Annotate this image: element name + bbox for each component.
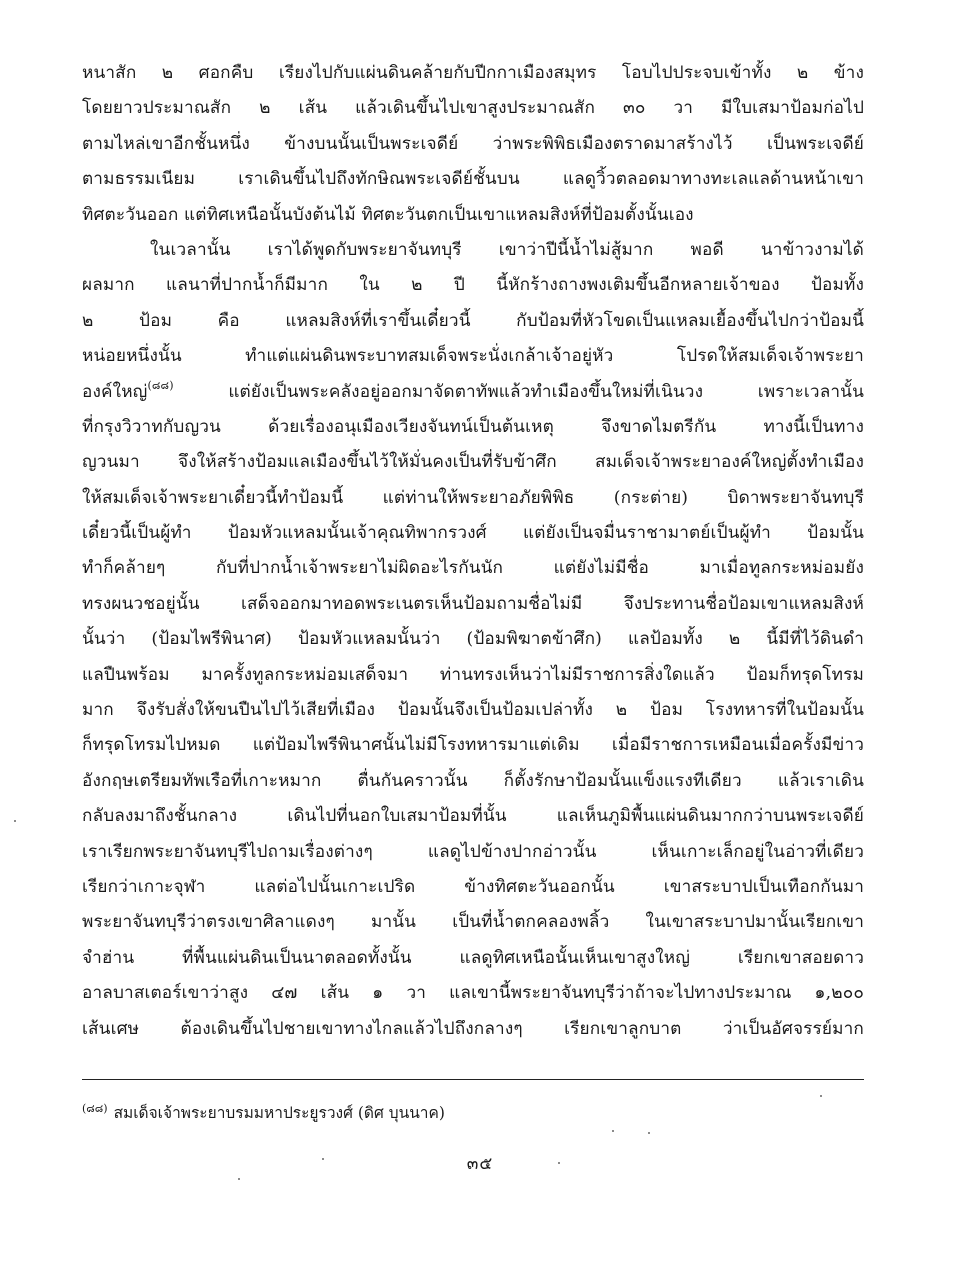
text-line: อาลบาสเตอร์เขาว่าสูง ๔๗ เส้น ๑ วา แลเขานี้พระยาจันทบุรีว่าถ้าจะไปทางประมาณ ๑,๒๐๐ [82, 983, 864, 1004]
text-line: เราเรียกพระยาจันทบุรีไปถามเรื่องต่างๆ แลดูไปข้างปากอ่าวนั้น เห็นเกาะเล็กอยู่ในอ่าวที่เดียว [82, 841, 864, 862]
text-fragment: องค์ใหญ่ [82, 381, 148, 402]
text-line: ทำก็คล้ายๆ กับที่ปากน้ำเจ้าพระยาไม่ผิดอะไรกันนัก แต่ยังไม่มีชื่อ มาเมื่อทูลกระหม่อมยัง [82, 558, 864, 579]
text-line: เดี๋ยวนี้เป็นผู้ทำ ป้อมหัวแหลมนั้นเจ้าคุณทิพากรวงศ์ แต่ยังเป็นจมื่นราชามาตย์เป็นผู้ทำ ป้อมนั้น [82, 523, 864, 544]
text-line: ญวนมา จึงให้สร้างป้อมแลเมืองขึ้นไว้ให้มั่นคงเป็นที่รับข้าศึก สมเด็จเจ้าพระยาองค์ใหญ่ตั้งทำเมือง [82, 452, 864, 473]
text-line: ๒ ป้อม คือ แหลมสิงห์ที่เราขึ้นเดี๋ยวนี้ กับป้อมที่หัวโขดเป็นแหลมเยื้องขึ้นไปกว่าป้อมนี้ [82, 310, 864, 331]
text-line: เส้นเศษ ต้องเดินขึ้นไปชายเขาทางไกลแล้วไปถึงกลางๆ เรียกเขาลูกบาต ว่าเป็นอัศจรรย์มาก [82, 1018, 864, 1039]
body-text [82, 56, 864, 1047]
text-line: ทิศตะวันออก แต่ทิศเหนือนั้นบังต้นไม้ ทิศตะวันตกเป็นเขาแหลมสิงห์ที่ป้อมตั้งนั้นเอง [82, 204, 694, 225]
scan-speck [820, 1095, 822, 1097]
text-line: นั้นว่า (ป้อมไพรีพินาศ) ป้อมหัวแหลมนั้นว่า (ป้อมพิฆาตข้าศึก) แลป้อมทั้ง ๒ นี้มีที่ไว้ดินดำ [82, 629, 864, 650]
scan-speck [14, 820, 16, 822]
text-line: ให้สมเด็จเจ้าพระยาเดี๋ยวนี้ทำป้อมนี้ แต่ท่านให้พระยาอภัยพิพิธ (กระต่าย) บิดาพระยาจันทบุรี [82, 487, 864, 508]
footnote-divider [82, 1079, 864, 1080]
text-line: หนาสัก ๒ ศอกคืบ เรียงไปกับแผ่นดินคล้ายกับปีกกาเมืองสมุทร โอบไปประจบเข้าทั้ง ๒ ข้าง [82, 63, 864, 83]
scan-speck [322, 1158, 324, 1160]
scan-speck [612, 1130, 614, 1132]
text-line: พระยาจันทบุรีว่าตรงเขาศิลาแดงๆ มานั้น เป็นที่น้ำตกคลองพลิ้ว ในเขาสระบาปมานั้นเรียกเขา [82, 912, 864, 933]
text-line: ที่กรุงวิวาทกับญวน ด้วยเรื่องอนุเมืองเวียงจันทน์เป็นต้นเหตุ จึงขาดไมตรีกัน ทางนี้เป็นทาง [82, 416, 864, 437]
text-line: โดยยาวประมาณสัก ๒ เส้น แล้วเดินขึ้นไปเขาสูงประมาณสัก ๓๐ วา มีใบเสมาป้อมก่อไป [82, 98, 864, 119]
text-line: ตามไหล่เขาอีกชั้นหนึ่ง ข้างบนนั้นเป็นพระเจดีย์ ว่าพระพิพิธเมืองตราดมาสร้างไว้ เป็นพระเจดีย์ [82, 133, 864, 154]
text-line-with-footnote [82, 375, 864, 410]
text-line: เรียกว่าเกาะจุฬา แลต่อไปนั้นเกาะเปริด ข้างทิศตะวันออกนั้น เขาสระบาปเป็นเทือกกันมา [82, 876, 864, 897]
text-line: ก็ทรุดโทรมไปหมด แต่ป้อมไพรีพินาศนั้นไม่มีโรงทหารมาแต่เดิม เมื่อมีราชการเหมือนเมื่อครั้งมีข่าว [82, 735, 864, 756]
text-line: จำฮ่าน ที่พื้นแผ่นดินเป็นนาตลอดทั้งนั้น แลดูทิศเหนือนั้นเห็นเขาสูงใหญ่ เรียกเขาสอยดาว [82, 947, 864, 968]
footnote-text: สมเด็จเจ้าพระยาบรมมหาประยูรวงศ์ (ดิศ บุนนาค) [113, 1104, 445, 1122]
text-line: ผลมาก แลนาที่ปากน้ำก็มีมาก ใน ๒ ปี นี้หักร้างถางพงเติมขึ้นอีกหลายเจ้าของ ป้อมทั้ง [82, 275, 864, 296]
text-line: แลปืนพร้อม มาครั้งทูลกระหม่อมเสด็จมา ท่านทรงเห็นว่าไม่มีราชการสิ่งใดแล้ว ป้อมก็ทรุดโทรม [82, 664, 864, 685]
footnote [82, 1097, 864, 1125]
scan-speck [558, 1162, 560, 1164]
text-fragment: แต่ยังเป็นพระคลังอยู่ออกมาจัดตาทัพแล้วทำเมืองขึ้นใหม่ที่เนินวง เพราะเวลานั้น [228, 381, 864, 402]
text-line: ทรงผนวชอยู่นั้น เสด็จออกมาทอดพระเนตรเห็นป้อมถามชื่อไม่มี จึงประทานชื่อป้อมเขาแหลมสิงห์ [82, 593, 864, 614]
scan-speck [648, 1132, 650, 1134]
text-line: หน่อยหนึ่งนั้น ทำแต่แผ่นดินพระบาทสมเด็จพระนั่งเกล้าเจ้าอยู่หัว โปรดให้สมเด็จเจ้าพระยา [82, 346, 864, 367]
text-line: อังกฤษเตรียมทัพเรือที่เกาะหมาก ตื่นกันคราวนั้น ก็ตั้งรักษาป้อมนั้นแข็งแรงทีเดียว แล้วเราเดิน [82, 770, 864, 791]
text-line: มาก จึงรับสั่งให้ขนปืนไปไว้เสียที่เมือง ป้อมนั้นจึงเป็นป้อมเปล่าทั้ง ๒ ป้อม โรงทหารที่ในป้อมนั้น [82, 700, 864, 721]
footnote-mark: (๘๘) [82, 1102, 108, 1115]
text-line: ในเวลานั้น เราได้พูดกับพระยาจันทบุรี เขาว่าปีนี้น้ำไม่สู้มาก พอดี นาข้าวงามได้ [150, 239, 864, 260]
text-line: ตามธรรมเนียม เราเดินขึ้นไปถึงทักษิณพระเจดีย์ชั้นบน แลดูวิ้วตลอดมาทางทะเลแลด้านหน้าเขา [82, 169, 864, 190]
text-line: กลับลงมาถึงชั้นกลาง เดินไปที่นอกใบเสมาป้อมที่นั้น แลเห็นภูมิพื้นแผ่นดินมากกว่าบนพระเจดีย์ [82, 806, 864, 827]
scan-speck [238, 1178, 240, 1180]
page-number: ๓๕ [466, 1154, 494, 1174]
footnote-reference: (๘๘) [147, 378, 174, 392]
